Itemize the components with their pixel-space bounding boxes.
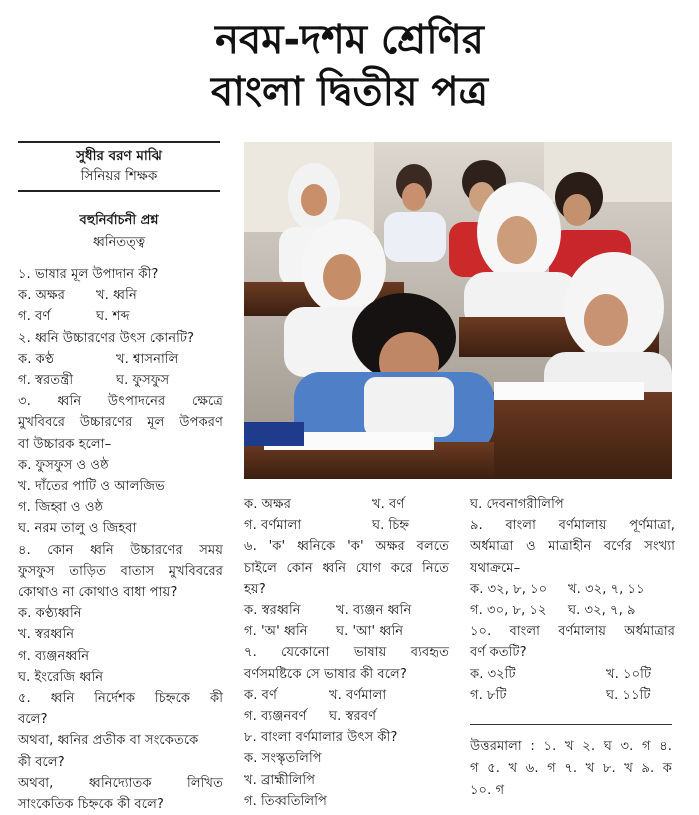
option: ক. বর্ণ: [244, 687, 277, 703]
option: গ. ৮টি: [470, 687, 507, 703]
question-6-line: ৬. 'ক' ধ্বনিকে 'ক' অক্ষর বলতে: [244, 539, 449, 555]
question-3-line: বা উচ্চারক হলো–: [18, 436, 112, 452]
section-title: বহুনির্বাচনী প্রশ্ন: [79, 213, 159, 228]
column-3: [470, 494, 675, 706]
question-1-options-row-2: [18, 306, 223, 327]
question-5-options-row-1: [244, 494, 449, 515]
title-line-1: নবম-দশম শ্রেণির: [215, 17, 484, 63]
option: ঘ. ১১টি: [606, 687, 651, 703]
option: গ. তিব্বতিলিপি: [244, 793, 327, 809]
question-8: ৮. বাংলা বর্ণমালার উৎস কী?: [244, 730, 398, 746]
option: গ. ব্যঞ্জনধ্বনি: [18, 648, 90, 664]
option: ক. অক্ষর: [244, 497, 291, 512]
article-title: [0, 14, 699, 118]
option: খ. ধ্বনি: [96, 288, 137, 304]
option: ঘ. 'আ' ধ্বনি: [336, 624, 404, 640]
option: গ. জিহ্বা ও ওষ্ঠ: [18, 500, 104, 516]
answer-divider: [470, 724, 672, 725]
option: ঘ. দেবনাগরীলিপি: [470, 497, 564, 512]
question-6-options-row-1: [244, 600, 449, 621]
question-9-options-row-2: [470, 600, 675, 621]
column-2: [244, 494, 449, 812]
question-6-line: চাইলে কোন ধ্বনি যোগ করে নিতে: [244, 560, 449, 576]
option: খ. দাঁতের পাটি ও আলজিভ: [18, 479, 165, 495]
option: ক. অক্ষর: [18, 288, 65, 304]
option: ঘ. শব্দ: [96, 309, 130, 325]
answer-line: গ ৫. খ ৬. গ ৭. খ ৮. খ ৯. ক: [470, 761, 672, 776]
title-line-2: বাংলা দ্বিতীয় পত্র: [210, 69, 489, 115]
question-10-options-row-2: [470, 685, 675, 706]
question-5-line: ৫. ধ্বনি নির্দেশক চিহ্নকে কী: [18, 691, 223, 707]
answer-line: ১০. গ: [470, 783, 505, 798]
answer-key: [470, 736, 672, 802]
option: খ. ব্যঞ্জন ধ্বনি: [336, 603, 412, 619]
option: ক. ফুসফুস ও ওষ্ঠ: [18, 457, 109, 473]
question-10-line: ১০. বাংলা বর্ণমালায় অর্ধমাত্রার: [470, 624, 675, 640]
option: গ. স্বরতন্ত্রী: [18, 373, 74, 389]
question-7-options-row-1: [244, 685, 449, 706]
question-2: ২. ধ্বনি উচ্চারণের উৎস কোনটি?: [18, 330, 195, 346]
option: ক. ৩২, ৮, ১০: [470, 581, 548, 597]
option: ক. স্বরধ্বনি: [244, 603, 301, 619]
option: গ. ৩০, ৮, ১২: [470, 603, 547, 619]
author-designation: সিনিয়র শিক্ষক: [80, 168, 158, 184]
question-9-options-row-1: [470, 579, 675, 600]
option: ক. কণ্ঠ্যধ্বনি: [18, 606, 82, 622]
question-9-line: অর্ধমাত্রা ও মাত্রাহীন বর্ণের সংখ্যা: [470, 539, 675, 555]
question-5-line: সাংকেতিক চিহ্নকে কী বলে?: [18, 797, 164, 813]
question-10-line: বর্ণ কতটি?: [470, 645, 527, 661]
question-2-options-row-1: [18, 349, 223, 370]
column-1: [18, 264, 223, 815]
question-7-line: ৭. যেকোনো ভাষায় ব্যবহৃত: [244, 645, 449, 661]
option: খ. স্বরধ্বনি: [18, 627, 75, 643]
option: গ. 'অ' ধ্বনি: [244, 624, 308, 640]
section-topic: ধ্বনিতত্ত্ব: [92, 235, 146, 250]
question-1: ১. ভাষার মূল উপাদান কী?: [18, 267, 159, 282]
author-box: [18, 141, 220, 192]
exam-hall-photo: [244, 142, 672, 479]
question-10-options-row-1: [470, 664, 675, 685]
option: গ. বর্ণমালা: [244, 518, 302, 534]
question-4-line: ফুসফুস তাড়িত বাতাস মুখবিবরের: [18, 563, 223, 579]
question-7-options-row-2: [244, 706, 449, 727]
question-4-line: কোথাও না কোথাও বাধা পায়?: [18, 585, 178, 601]
option: ঘ. চিহ্ন: [372, 518, 410, 534]
question-9-line: যথাক্রমে–: [470, 560, 521, 576]
question-6-line: হয়?: [244, 581, 266, 597]
option: ক. কণ্ঠ: [18, 351, 54, 367]
option: গ. বর্ণ: [18, 309, 51, 325]
option: ক. ৩২টি: [470, 666, 516, 682]
option: খ. ১০টি: [606, 666, 652, 682]
option: খ. ৩২, ৭, ১১: [568, 581, 645, 597]
question-5-line: অথবা, ধ্বনিদ্যোতক লিখিত: [18, 775, 223, 791]
option: খ. শ্বাসনালি: [116, 351, 179, 367]
question-5-options-row-2: [244, 515, 449, 536]
question-5-line: বলে?: [18, 712, 48, 728]
question-1-options-row-1: [18, 285, 223, 306]
question-4-line: ৪. কোন ধ্বনি উচ্চারণের সময়: [18, 542, 223, 558]
option: খ. ব্রাহ্মীলিপি: [244, 772, 316, 788]
option: গ. ব্যঞ্জনবর্ণ: [244, 709, 307, 725]
option: ঘ. স্বরবর্ণ: [329, 709, 377, 725]
option: ক. সংস্কৃতলিপি: [244, 751, 322, 767]
author-name: সুধীর বরণ মাঝি: [76, 148, 162, 164]
question-3-line: মুখবিবরে উচ্চারণের মূল উপকরণ: [18, 415, 223, 431]
section-heading: [18, 210, 220, 254]
question-5-line: অথবা, ধ্বনির প্রতীক বা সংকেতকে: [18, 733, 199, 749]
question-7-line: বর্ণসমষ্টিকে সে ভাষার কী বলে?: [244, 666, 407, 682]
option: খ. বর্ণমালা: [329, 687, 387, 703]
option: ঘ. ৩২, ৭, ৯: [568, 603, 636, 619]
option: ঘ. ইংরেজি ধ্বনি: [18, 669, 104, 685]
question-5-line: কী বলে?: [18, 754, 65, 770]
question-3-line: ৩. ধ্বনি উৎপাদনের ক্ষেত্রে: [18, 394, 223, 410]
question-6-options-row-2: [244, 621, 449, 642]
option: খ. বর্ণ: [372, 497, 405, 512]
answer-line: উত্তরমালা : ১. খ ২. ঘ ৩. গ ৪.: [470, 739, 672, 754]
question-9-line: ৯. বাংলা বর্ণমালায় পূর্ণমাত্রা,: [470, 518, 675, 534]
question-2-options-row-2: [18, 370, 223, 391]
option: ঘ. ফুসফুস: [116, 373, 170, 389]
option: ঘ. নরম তালু ও জিহবা: [18, 521, 137, 537]
